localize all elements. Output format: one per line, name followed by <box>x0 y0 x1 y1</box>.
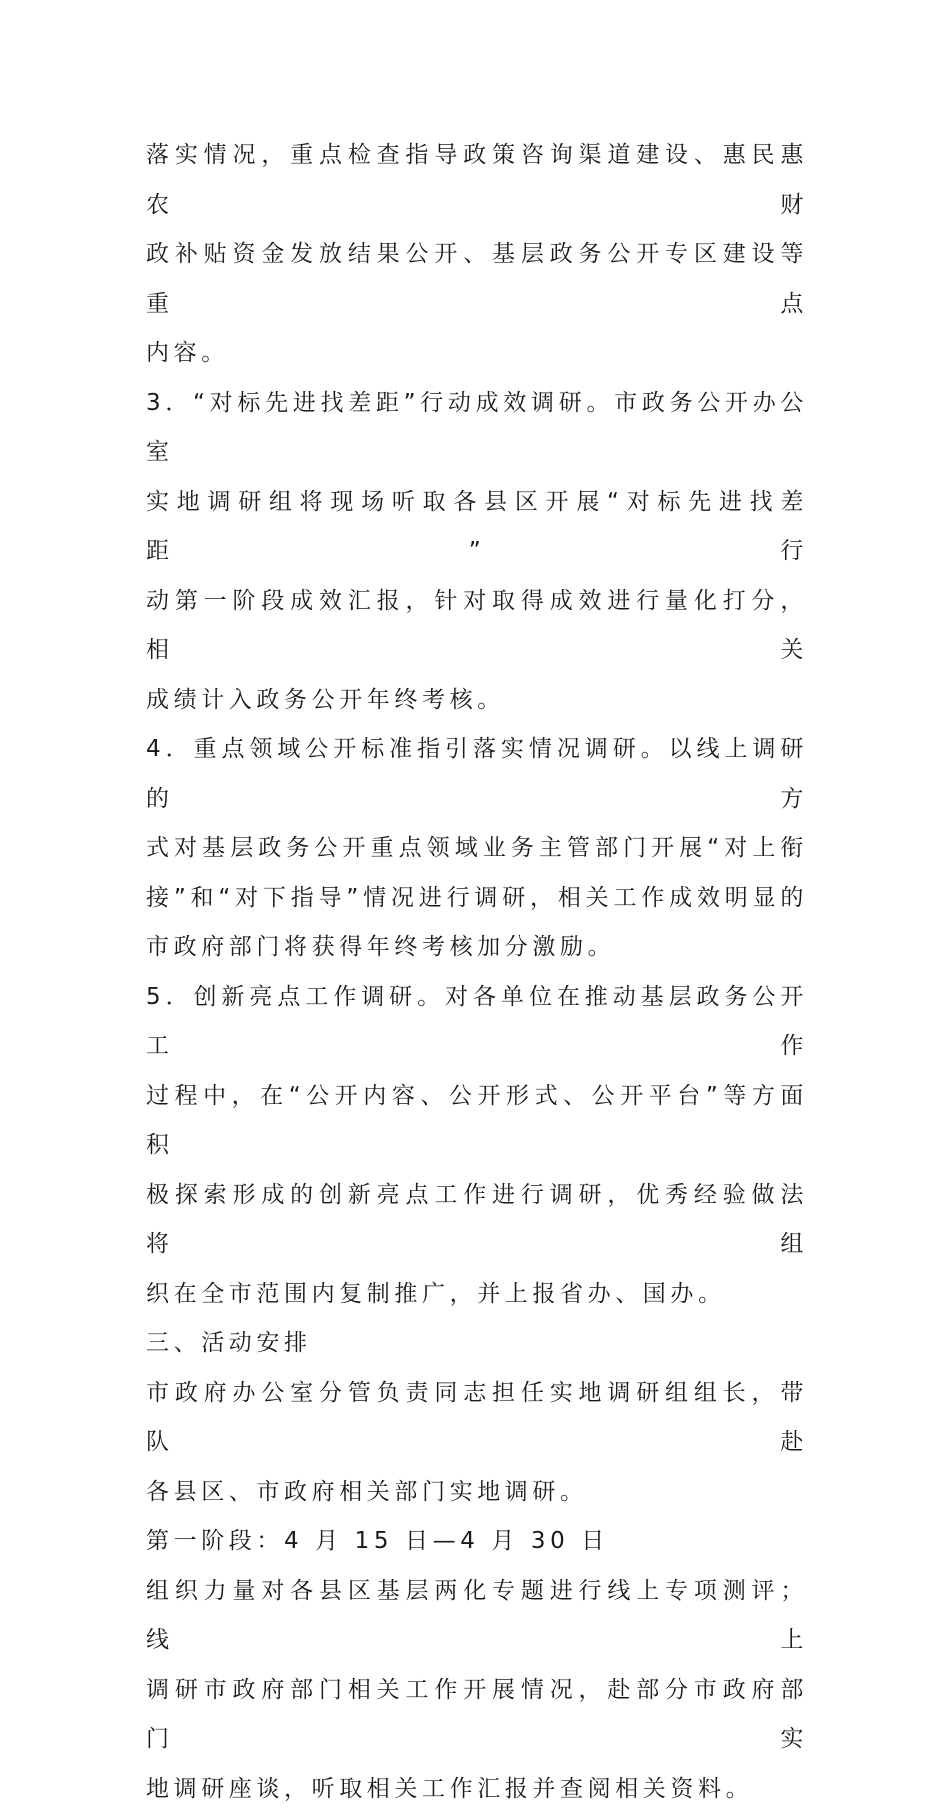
text-line: 接”和“对下指导”情况进行调研，相关工作成效明显的 <box>146 874 808 924</box>
text-line: 5．创新亮点工作调研。对各单位在推动基层政务公开工作 <box>146 973 808 1072</box>
text-line: 极探索形成的创新亮点工作进行调研，优秀经验做法将组 <box>146 1171 808 1270</box>
text-line: 落实情况，重点检查指导政策咨询渠道建设、惠民惠农财 <box>146 131 808 230</box>
text-line: 4．重点领域公开标准指引落实情况调研。以线上调研的方 <box>146 725 808 824</box>
text-line: 政补贴资金发放结果公开、基层政务公开专区建设等重点 <box>146 230 808 329</box>
section-heading: 三、活动安排 <box>146 1319 808 1369</box>
text-line: 调研市政府部门相关工作开展情况，赴部分市政府部门实 <box>146 1666 808 1765</box>
text-line: 地调研座谈，听取相关工作汇报并查阅相关资料。 <box>146 1765 808 1814</box>
text-line: 市政府办公室分管负责同志担任实地调研组组长，带队赴 <box>146 1369 808 1468</box>
text-line: 动第一阶段成效汇报，针对取得成效进行量化打分，相关 <box>146 577 808 676</box>
text-line: 过程中，在“公开内容、公开形式、公开平台”等方面积 <box>146 1072 808 1171</box>
document-body <box>146 131 808 1814</box>
text-line: 式对基层政务公开重点领域业务主管部门开展“对上衔 <box>146 824 808 874</box>
text-line: 内容。 <box>146 329 808 379</box>
phase-heading: 第一阶段：4 月 15 日—4 月 30 日 <box>146 1517 808 1567</box>
text-line: 成绩计入政务公开年终考核。 <box>146 676 808 726</box>
text-line: 实地调研组将现场听取各县区开展“对标先进找差距”行 <box>146 478 808 577</box>
text-line: 组织力量对各县区基层两化专题进行线上专项测评；线上 <box>146 1567 808 1666</box>
text-line: 市政府部门将获得年终考核加分激励。 <box>146 923 808 973</box>
text-line: 各县区、市政府相关部门实地调研。 <box>146 1468 808 1518</box>
text-line: 3．“对标先进找差距”行动成效调研。市政务公开办公室 <box>146 379 808 478</box>
text-line: 织在全市范围内复制推广，并上报省办、国办。 <box>146 1270 808 1320</box>
